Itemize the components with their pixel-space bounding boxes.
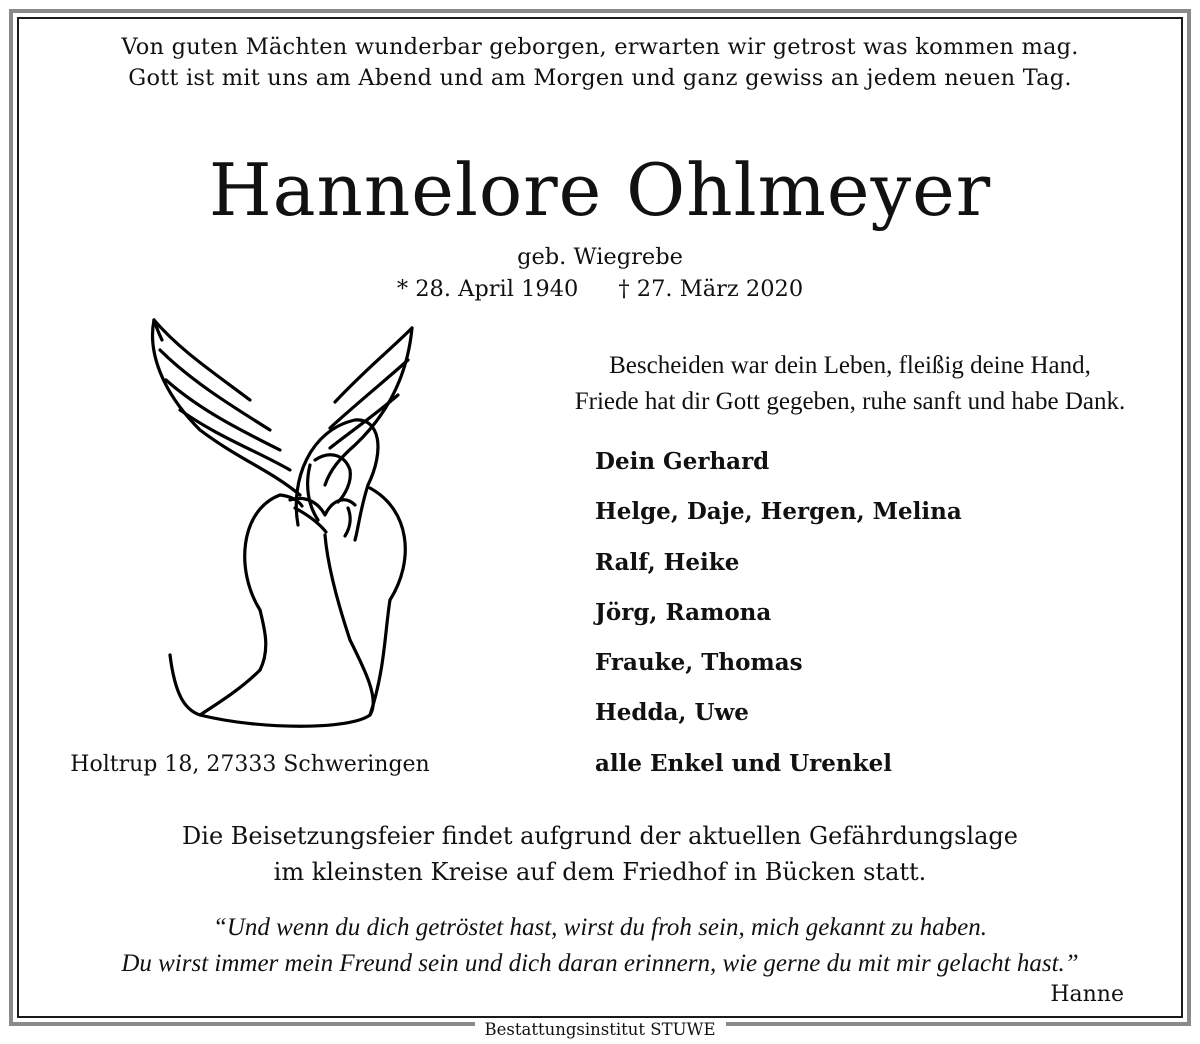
poem-line-1: Bescheiden war dein Leben, fleißig deine Hand, (609, 352, 1091, 379)
kneeling-angel-icon (140, 310, 430, 750)
mourners-list (595, 445, 1155, 797)
signature: Hanne (1050, 982, 1124, 1007)
life-dates (0, 274, 1200, 304)
funeral-line-1: Die Beisetzungsfeier findet aufgrund der aktuellen Gefährdungslage (182, 822, 1018, 850)
mourner-line: alle Enkel und Urenkel (595, 749, 892, 777)
mourner-line: Dein Gerhard (595, 448, 770, 475)
closing-quote (0, 910, 1200, 982)
funeral-notice (0, 818, 1200, 890)
mourner-line: Ralf, Heike (595, 548, 740, 576)
poem-verse (420, 348, 1200, 420)
mourner-line: Frauke, Thomas (595, 649, 803, 677)
death-date: † 27. März 2020 (618, 276, 804, 302)
quote-line-1: “Und wenn du dich getröstet hast, wirst du froh sein, mich gekannt zu haben. (212, 914, 988, 941)
poem-line-2: Friede hat dir Gott gegeben, ruhe sanft und habe Dank. (574, 388, 1126, 415)
mourner-line: Helge, Daje, Hergen, Melina (595, 498, 962, 526)
motto-line-2: Gott ist mit uns am Abend und am Morgen und ganz gewiss an jedem neuen Tag. (128, 65, 1072, 91)
funeral-home-name: Bestattungsinstitut STUWE (475, 1019, 726, 1041)
mourner-line: Hedda, Uwe (595, 699, 749, 727)
address: Holtrup 18, 27333 Schweringen (70, 752, 430, 777)
motto-line-1: Von guten Mächten wunderbar geborgen, erwarten wir getrost was kommen mag. (121, 34, 1079, 60)
mourner-line: Jörg, Ramona (595, 598, 772, 626)
footer (0, 1018, 1200, 1044)
birth-name: geb. Wiegrebe (517, 244, 683, 270)
funeral-line-2: im kleinsten Kreise auf dem Friedhof in Bücken statt. (273, 858, 927, 886)
deceased-name: Hannelore Ohlmeyer (208, 148, 992, 232)
birth-date: * 28. April 1940 (396, 276, 579, 302)
quote-line-2: Du wirst immer mein Freund sein und dich daran erinnern, wie gerne du mit mir gelacht hast.” (121, 950, 1079, 977)
motto-verse (0, 32, 1200, 94)
